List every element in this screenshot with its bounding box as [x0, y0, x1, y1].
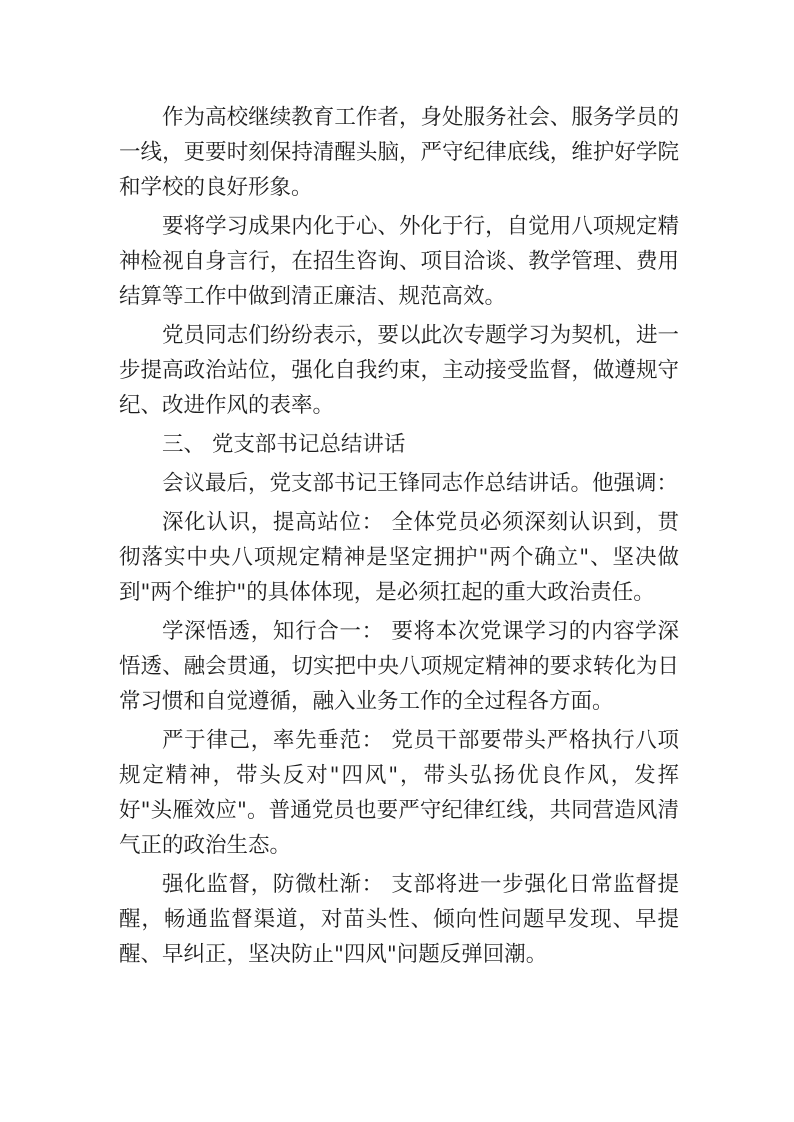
paragraph: 严于律己，率先垂范： 党员干部要带头严格执行八项规定精神，带头反对"四风"，带头弘扬优良作风，发挥好"头雁效应"。普通党员也要严守纪律红线，共同营造风清气正的政治生态。 — [119, 728, 679, 858]
paragraph: 党员同志们纷纷表示，要以此次专题学习为契机，进一步提高政治站位，强化自我约束，主动接受监督，做遵规守纪、改进作风的表率。 — [119, 323, 679, 418]
paragraph: 深化认识，提高站位： 全体党员必须深刻认识到，贯彻落实中央八项规定精神是坚定拥护"两个确立"、坚决做到"两个维护"的具体体现，是必须扛起的重大政治责任。 — [119, 510, 679, 605]
paragraph: 会议最后，党支部书记王锋同志作总结讲话。他强调： — [162, 471, 679, 496]
paragraph: 作为高校继续教育工作者，身处服务社会、服务学员的一线，更要时刻保持清醒头脑，严守纪律底线，维护好学院和学校的良好形象。 — [119, 105, 679, 200]
paragraph: 强化监督，防微杜渐： 支部将进一步强化日常监督提醒，畅通监督渠道，对苗头性、倾向性问题早发现、早提醒、早纠正，坚决防止"四风"问题反弹回潮。 — [119, 872, 679, 967]
document-body-text — [119, 100, 679, 976]
paragraph: 学深悟透，知行合一： 要将本次党课学习的内容学深悟透、融会贯通，切实把中央八项规定精神的要求转化为日常习惯和自觉遵循，融入业务工作的全过程各方面。 — [119, 619, 679, 714]
section-heading: 三、 党支部书记总结讲话 — [162, 432, 406, 457]
paragraph: 要将学习成果内化于心、外化于行，自觉用八项规定精神检视自身言行，在招生咨询、项目洽谈、教学管理、费用结算等工作中做到清正廉洁、规范高效。 — [119, 214, 679, 309]
